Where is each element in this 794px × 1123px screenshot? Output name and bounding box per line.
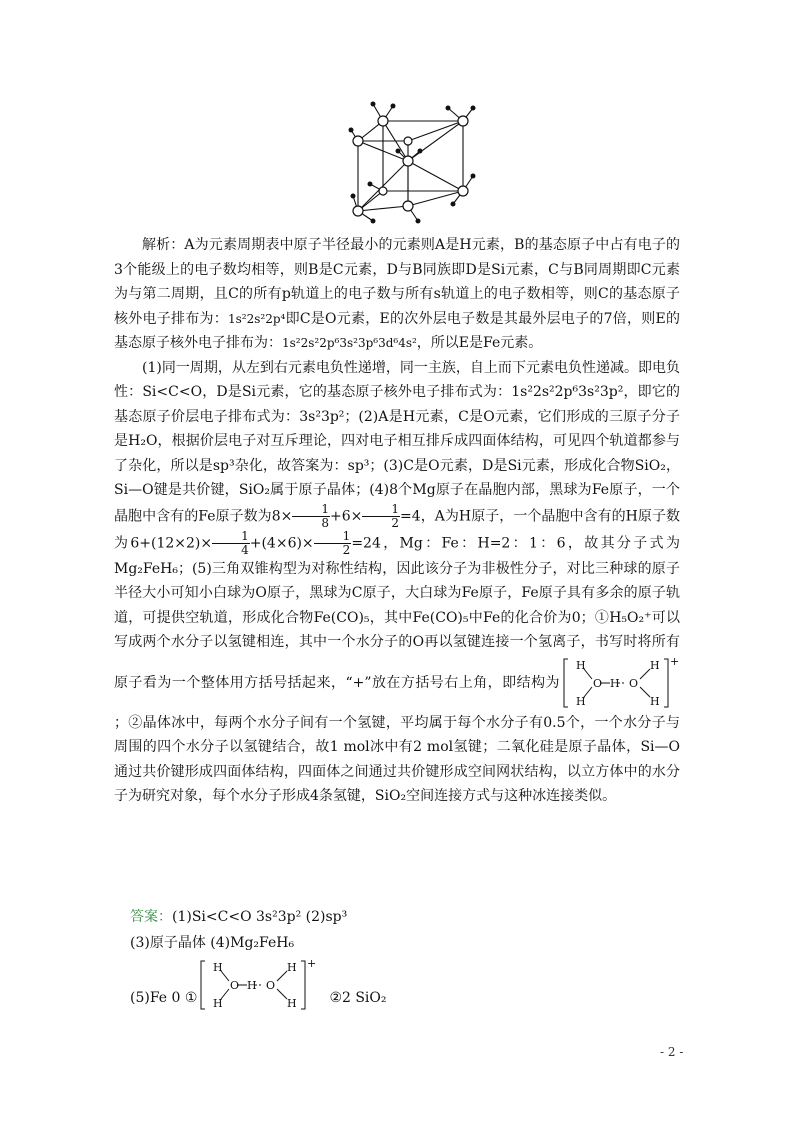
- fraction-one-half-b: [314, 530, 352, 557]
- answer-text-1: (1)Si<C<O 3s²3p² (2)sp³: [172, 909, 348, 925]
- fraction-one-half: [362, 503, 400, 530]
- fraction-numerator: 1: [292, 503, 330, 517]
- h-atom: H: [287, 997, 298, 1010]
- page-number: - 2 -: [660, 1045, 684, 1059]
- analysis-part-d: =4，A为H原子，一个晶胞中含有的H原子数为6+(12×2)×: [114, 508, 681, 551]
- h-atom: H: [247, 979, 258, 992]
- fraction-denominator: 4: [241, 542, 249, 557]
- fraction-one-quarter: [212, 530, 250, 557]
- answer-text-2: (3)原子晶体 (4)Mg₂FeH₆: [130, 935, 295, 951]
- h-atom: H: [213, 997, 224, 1010]
- analysis-text: [114, 233, 680, 809]
- answer-line-1: [130, 905, 690, 931]
- e-electron-config: 1s²2s²2p⁶3s²3p⁶3d⁶4s²: [282, 336, 417, 350]
- charge-sign: +: [670, 654, 680, 668]
- answer-label: 答案：: [130, 909, 172, 925]
- answer-section: [130, 905, 690, 1013]
- analysis-intro: 解析：A为元素周期表中原子半径最小的元素则A是H元素，B的基态原子中占有电子的3个能级上的电子数均相等，则B是C元素，D与B同族即D是Si元素，C与B同周期即C元素为与第二周期，且C的所有p轨道上的电子数与所有s轨道上的电子数相等，则C的基态原子核外电子排布为：: [114, 237, 680, 327]
- analysis-part-g: ；②晶体冰中，每两个水分子间有一个氢键，平均属于每个水分子有0.5个，一个水分子与周围的四个水分子以氢键结合，故1 mol冰中有2 mol氢键；二氧化硅是原子晶体，Si—O通过共价键形成四面体结构，四面体之间通过共价键形成空间网状结构，以立方体中的水分子为研究对象，每个水分子形成4条氢键，SiO₂空间连接方式与这种冰连接类似。: [114, 714, 680, 804]
- h5o2-structure-diagram: [560, 655, 680, 711]
- o-atom: O: [230, 979, 240, 992]
- o-atom: O: [629, 676, 639, 690]
- fraction-denominator: 2: [342, 542, 351, 557]
- fraction-one-eighth: [292, 503, 330, 530]
- analysis-paragraph-2: [114, 356, 680, 809]
- h-atom: H: [650, 658, 660, 672]
- h-atom: H: [650, 694, 660, 708]
- answer-line-2: [130, 931, 690, 957]
- analysis-part-a: (1)同一周期，从左到右元素电负性递增，同一主族，自上而下元素电负性递减。即电负性：Si<C<O，D是Si元素，它的基态原子核外电子排布式为：1s²2s²2p⁶3s²3p²，即它的基态原子价层电子排布式为：3s²3p²；(2)A是H元素，C是O元素，它们形成的三原子分子是H₂O，根据价层电子对互斥理论，四对电子相互排斥成四面体结构，可见四个轨道都参与了杂化，所以是sp³杂化，故答案为：sp³；(3)C是O元素，D是Si元素，形成化合物SiO₂，Si—O键是共价键，SiO₂属于原子晶体；(4)8个Mg原子在晶胞内部，黑球为Fe原子，一个晶胞中含有的Fe原子数为: [114, 359, 680, 524]
- h-atom: H: [576, 658, 586, 672]
- answer-text-3a: (5)Fe 0 ①: [130, 990, 198, 1006]
- fraction-numerator: 1: [314, 530, 352, 544]
- analysis-paragraph-1: [114, 233, 680, 356]
- fraction-denominator: 8: [321, 515, 329, 530]
- fraction-numerator: 1: [212, 530, 250, 544]
- h-atom: H: [287, 961, 298, 974]
- analysis-part-e: +(4×6)×: [249, 535, 314, 551]
- h-atom: H: [610, 676, 620, 690]
- crystal-structure-figure: [348, 96, 478, 226]
- analysis-mid: 即C是O元素，E的次外层电子数是其最外层电子的7倍，则E的基态原子核外电子排布为：: [114, 310, 681, 351]
- analysis-part-c: +6×: [330, 508, 363, 524]
- fraction-numerator: 1: [362, 503, 400, 517]
- fraction-denominator: 2: [391, 515, 400, 530]
- h5o2-structure-diagram-answer: [197, 957, 317, 1013]
- charge-sign: +: [307, 957, 317, 970]
- h-atom: H: [213, 961, 224, 974]
- o-atom: O: [266, 979, 276, 992]
- analysis-part-b: 8×: [271, 508, 293, 524]
- analysis-end: ，所以E是Fe元素。: [416, 335, 543, 351]
- answer-line-3: [130, 957, 690, 1013]
- c-electron-config: 1s²2s²2p⁴: [227, 311, 286, 326]
- analysis-part-f: =24，Mg：Fe：H=2：1：6，故其分子式为Mg₂FeH₆；(5)三角双锥构型为对称性结构，因此该分子为非极性分子，对比三种球的原子半径大小可知小白球为O原子，黑球为C原子，大白球为Fe原子，Fe原子具有多余的原子轨道，可提供空轨道，形成化合物Fe(CO)₅，其中Fe(CO)₅中Fe的化合价为0；①H₅O₂⁺可以写成两个水分子以氢键相连，其中一个水分子的O再以氢键连接一个氢离子，书写时将所有原子看为一个整体用方括号括起来，“+”放在方括号右上角，即结构为: [114, 535, 680, 691]
- h-atom: H: [576, 694, 586, 708]
- answer-text-3b: ②2 SiO₂: [329, 990, 387, 1006]
- o-atom: O: [593, 676, 603, 690]
